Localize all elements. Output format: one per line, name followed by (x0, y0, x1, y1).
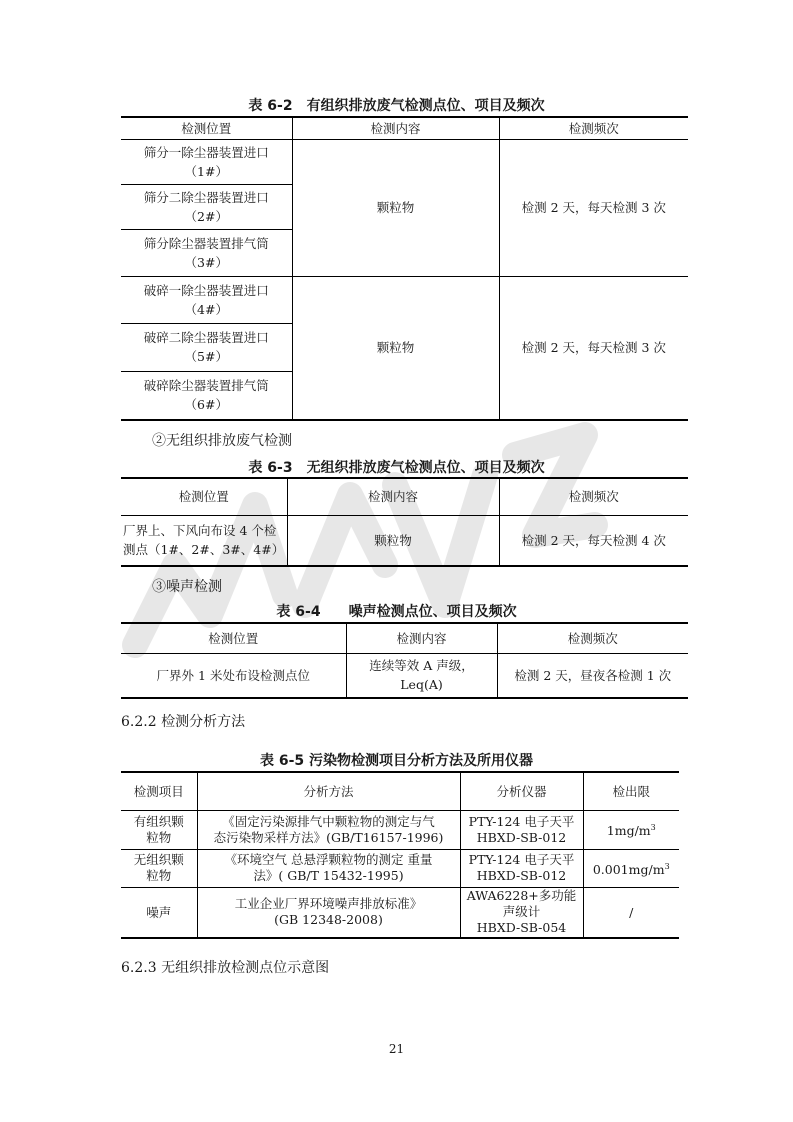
heading-6-2-3: 6.2.3 无组织排放检测点位示意图 (121, 960, 330, 976)
header-limit: 检出限 (583, 772, 679, 810)
table-6-3 (121, 477, 688, 567)
page-number: 21 (388, 1042, 405, 1056)
content-cell: 颗粒物 (292, 276, 499, 420)
method-cell: 《固定污染源排气中颗粒物的测定与气 态污染物采样方法》(GB/T16157-1996) (197, 810, 460, 849)
header-item: 检测项目 (121, 772, 197, 810)
table-row: 破碎除尘器装置排气筒 （6#） (121, 371, 292, 420)
header-location: 检测位置 (121, 478, 287, 515)
content-cell: 连续等效 A 声级， Leq(A) (346, 653, 497, 698)
frequency-cell: 检测 2 天，每天检测 4 次 (499, 515, 688, 566)
header-content: 检测内容 (292, 117, 499, 139)
limit-cell: $0.001mg/m^3$ (583, 849, 679, 887)
table-row: 筛分二除尘器装置进口 （2#） (121, 184, 292, 229)
table-row: 厂界上、下风向布设 4 个检 测点（1#、2#、3#、4#） (121, 515, 287, 566)
table-6-2 (121, 116, 688, 421)
instrument-cell: PTY-124 电子天平 HBXD-SB-012 (460, 810, 583, 849)
table-6-2-caption: 表 6-2 有组织排放废气检测点位、项目及频次 (248, 98, 545, 114)
instrument-cell: PTY-124 电子天平 HBXD-SB-012 (460, 849, 583, 887)
frequency-cell: 检测 2 天，每天检测 3 次 (499, 276, 688, 420)
header-instrument: 分析仪器 (460, 772, 583, 810)
section-noise: ③噪声检测 (152, 579, 222, 595)
header-content: 检测内容 (346, 623, 497, 653)
table-row: 筛分除尘器装置排气筒 （3#） (121, 229, 292, 276)
table-6-4-caption: 表 6-4 噪声检测点位、项目及频次 (276, 604, 517, 620)
header-method: 分析方法 (197, 772, 460, 810)
limit-cell: / (583, 887, 679, 938)
content-cell: 颗粒物 (292, 139, 499, 276)
frequency-cell: 检测 2 天，昼夜各检测 1 次 (497, 653, 688, 698)
table-row: 噪声 (121, 887, 197, 938)
table-row: 破碎一除尘器装置进口 （4#） (121, 276, 292, 323)
header-location: 检测位置 (121, 117, 292, 139)
header-frequency: 检测频次 (499, 478, 688, 515)
heading-6-2-2: 6.2.2 检测分析方法 (121, 714, 246, 730)
header-content: 检测内容 (287, 478, 499, 515)
limit-cell: $1mg/m^3$ (583, 810, 679, 849)
table-6-5-caption: 表 6-5 污染物检测项目分析方法及所用仪器 (259, 753, 534, 769)
table-row: 无组织颗 粒物 (121, 849, 197, 887)
table-row: 筛分一除尘器装置进口 （1#） (121, 139, 292, 184)
frequency-cell: 检测 2 天，每天检测 3 次 (499, 139, 688, 276)
section-unorganized-emission: ②无组织排放废气检测 (152, 433, 292, 449)
content-cell: 颗粒物 (287, 515, 499, 566)
table-row: 破碎二除尘器装置进口 （5#） (121, 323, 292, 371)
table-6-4 (121, 622, 688, 699)
instrument-cell: AWA6228+多功能 声级计 HBXD-SB-054 (460, 887, 583, 938)
table-6-5 (121, 771, 679, 939)
table-row: 有组织颗 粒物 (121, 810, 197, 849)
table-6-3-caption: 表 6-3 无组织排放废气检测点位、项目及频次 (248, 460, 545, 476)
header-location: 检测位置 (121, 623, 346, 653)
header-frequency: 检测频次 (499, 117, 688, 139)
method-cell: 《环境空气 总悬浮颗粒物的测定 重量 法》( GB/T 15432-1995) (197, 849, 460, 887)
method-cell: 工业企业厂界环境噪声排放标准》 (GB 12348-2008) (197, 887, 460, 938)
header-frequency: 检测频次 (497, 623, 688, 653)
table-row: 厂界外 1 米处布设检测点位 (121, 653, 346, 698)
